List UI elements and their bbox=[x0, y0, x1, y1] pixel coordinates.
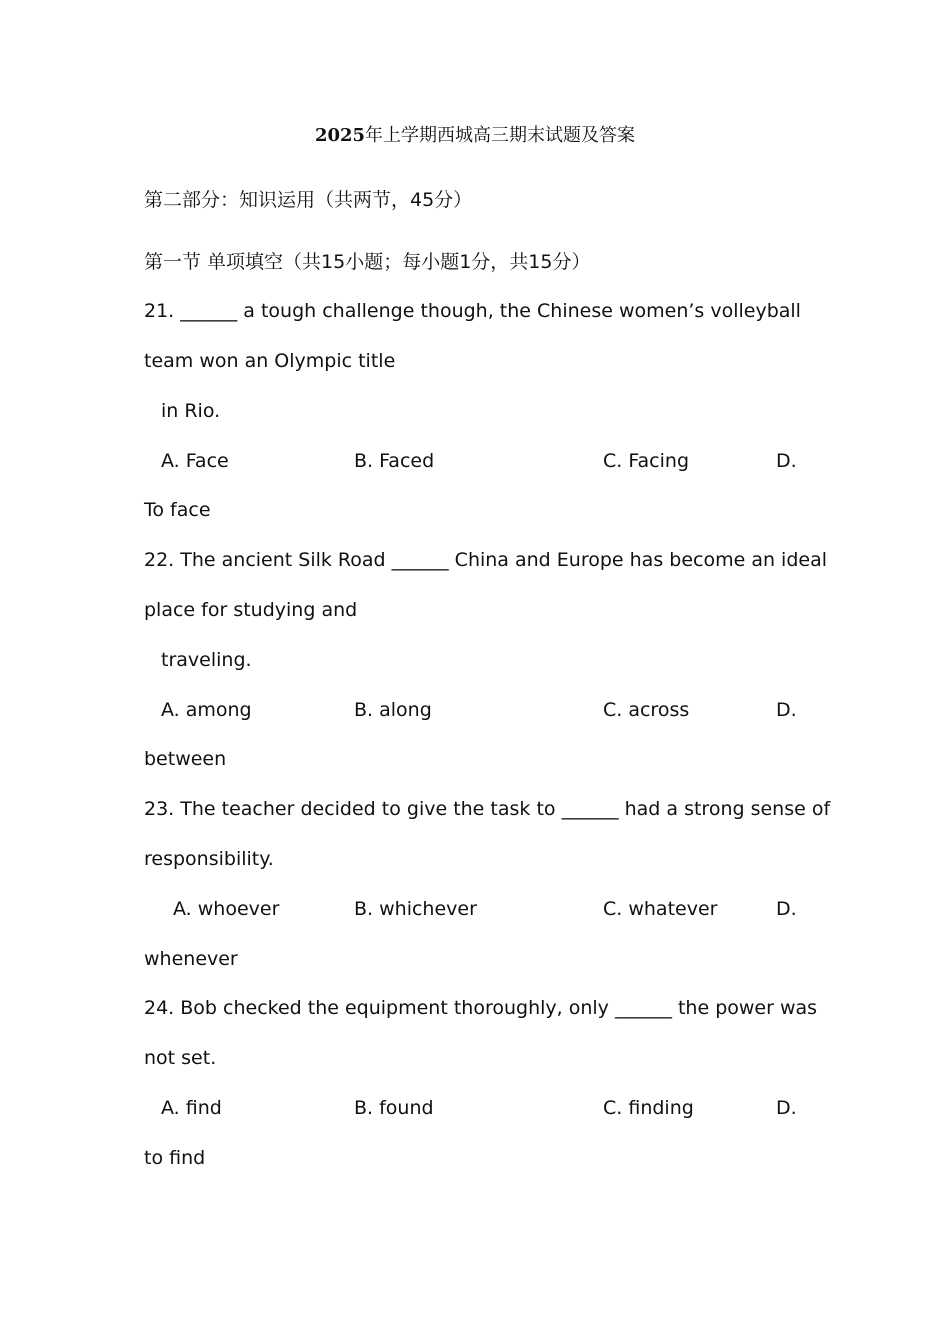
question-22-line-2: place for studying and bbox=[144, 599, 358, 621]
question-23-option-c: C. whatever bbox=[603, 898, 718, 920]
title-year: 2025 bbox=[314, 125, 366, 146]
question-24-option-a: A. find bbox=[161, 1097, 222, 1119]
question-23-line-2: responsibility. bbox=[144, 848, 274, 870]
document-title bbox=[0, 124, 950, 148]
question-21-line-3: in Rio. bbox=[161, 400, 221, 422]
question-23-option-a: A. whoever bbox=[173, 898, 280, 920]
question-22-option-b: B. along bbox=[354, 699, 432, 721]
question-21-option-c: C. Facing bbox=[603, 450, 690, 472]
question-24-option-b: B. found bbox=[354, 1097, 434, 1119]
section-heading: 第一节 单项填空（共15小题；每小题1分，共15分） bbox=[144, 251, 591, 273]
question-23-option-d: D. bbox=[776, 898, 797, 920]
question-21-option-a: A. Face bbox=[161, 450, 229, 472]
part-heading: 第二部分：知识运用（共两节，45分） bbox=[144, 189, 473, 211]
question-22-option-d: D. bbox=[776, 699, 797, 721]
question-24-option-d-text: to find bbox=[144, 1147, 206, 1169]
question-22-line-1: 22. The ancient Silk Road ______ China and Europe has become an ideal bbox=[144, 549, 827, 571]
question-22-line-3: traveling. bbox=[161, 649, 252, 671]
question-21-option-d: D. bbox=[776, 450, 797, 472]
question-24-option-c: C. finding bbox=[603, 1097, 694, 1119]
question-21-option-d-text: To face bbox=[144, 499, 211, 521]
question-24-line-1: 24. Bob checked the equipment thoroughly, only ______ the power was bbox=[144, 997, 818, 1019]
question-22-option-d-text: between bbox=[144, 748, 227, 770]
question-21-line-1: 21. ______ a tough challenge though, the Chinese women’s volleyball bbox=[144, 300, 801, 322]
title-text: 年上学期西城高三期末试题及答案 bbox=[365, 125, 636, 146]
question-23-option-d-text: whenever bbox=[144, 948, 238, 970]
question-22-option-c: C. across bbox=[603, 699, 690, 721]
question-22-option-a: A. among bbox=[161, 699, 252, 721]
question-21-line-2: team won an Olympic title bbox=[144, 350, 396, 372]
question-21-option-b: B. Faced bbox=[354, 450, 435, 472]
question-24-line-2: not set. bbox=[144, 1047, 217, 1069]
question-23-line-1: 23. The teacher decided to give the task to ______ had a strong sense of bbox=[144, 798, 831, 820]
question-24-option-d: D. bbox=[776, 1097, 797, 1119]
question-23-option-b: B. whichever bbox=[354, 898, 477, 920]
